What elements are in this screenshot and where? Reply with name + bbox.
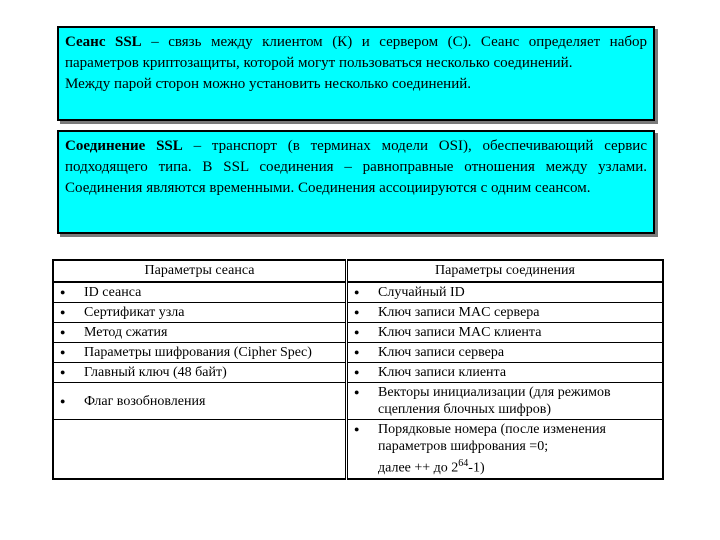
connection-definition-text: – транспорт (в терминах модели OSI), обеспечивающий сервис подходящего типа. В SSL соединения – равноправные отношения между узлами. Соединения являются временными. Соединения ассоциируются с одним сеансом.	[65, 138, 647, 196]
connection-param: Ключ записи клиента	[378, 365, 507, 380]
bullet-icon: ●	[60, 327, 66, 337]
bullet-icon: ●	[60, 307, 66, 317]
session-param: Метод сжатия	[84, 325, 168, 340]
bullet-icon: ●	[354, 367, 360, 377]
connection-params-header: Параметры соединения	[347, 260, 664, 282]
table-header-row	[53, 260, 663, 282]
bullet-icon: ●	[354, 347, 360, 357]
connection-param: Ключ записи MAC клиента	[378, 325, 542, 340]
table-row	[53, 343, 663, 363]
session-param: Параметры шифрования (Cipher Spec)	[84, 345, 312, 360]
session-param: Сертификат узла	[84, 305, 185, 320]
connection-param: Ключ записи MAC сервера	[378, 305, 540, 320]
table-row	[53, 420, 663, 479]
session-note: Между парой сторон можно установить несколько соединений.	[65, 76, 472, 92]
connection-term: Соединение SSL	[65, 138, 183, 154]
session-params-header: Параметры сеанса	[53, 260, 347, 282]
session-definition-box	[57, 26, 655, 121]
session-param: Флаг возобновления	[84, 393, 206, 409]
connection-param-sequence-numbers: Порядковые номера (после изменения параметров шифрования =0; далее ++ до $2^{64}-1$)	[378, 422, 606, 476]
session-param: Главный ключ (48 байт)	[84, 365, 227, 380]
bullet-icon: ●	[60, 367, 66, 377]
connection-param: Ключ записи сервера	[378, 345, 505, 360]
connection-definition-box	[57, 130, 655, 234]
table-row	[53, 383, 663, 420]
table-row	[53, 323, 663, 343]
session-definition	[65, 32, 647, 74]
bullet-icon: ●	[354, 307, 360, 317]
session-param: ID сеанса	[84, 285, 142, 300]
connection-param: Векторы инициализации (для режимов сцепления блочных шифров)	[378, 385, 611, 417]
parameters-table	[52, 259, 664, 480]
bullet-icon: ●	[354, 424, 360, 434]
connection-definition	[65, 136, 647, 199]
bullet-icon: ●	[354, 327, 360, 337]
session-definition-text: – связь между клиентом (К) и сервером (С). Сеанс определяет набор параметров криптозащиты, которой могут пользоваться несколько соединений.	[65, 34, 647, 71]
table-row	[53, 363, 663, 383]
bullet-icon: ●	[354, 387, 360, 397]
connection-param: Случайный ID	[378, 285, 465, 300]
bullet-icon: ●	[60, 347, 66, 357]
table-row	[53, 282, 663, 303]
bullet-icon: ●	[354, 287, 360, 297]
bullet-icon: ●	[60, 395, 66, 406]
session-term: Сеанс SSL	[65, 34, 142, 50]
bullet-icon: ●	[60, 287, 66, 297]
table-row	[53, 303, 663, 323]
